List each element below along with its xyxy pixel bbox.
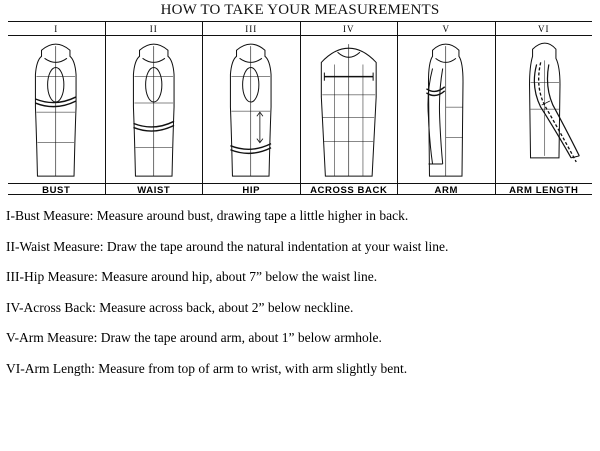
instruction-arm-length: VI-Arm Length: Measure from top of arm to wrist, with arm slightly bent. [6, 360, 408, 376]
torso-front-hip-tape-figure [203, 36, 300, 183]
torso-front-bust-tape-figure [8, 36, 105, 183]
torso-side-arm-length-figure [496, 36, 593, 183]
panel-numeral: III [203, 22, 300, 36]
measurement-panel-hip [203, 22, 301, 194]
panel-label-hip: HIP [203, 183, 300, 194]
instruction-hip: III-Hip Measure: Measure around hip, about 7” below the waist line. [6, 269, 378, 284]
panel-label-across-back: ACROSS BACK [301, 183, 398, 194]
panel-numeral: II [106, 22, 203, 36]
measurement-panel-across-back [301, 22, 399, 194]
measurement-panel-arm-length [496, 22, 593, 194]
torso-arm-tape-figure [398, 36, 495, 183]
panel-label-arm-length: ARM LENGTH [496, 183, 593, 194]
panel-label-bust: BUST [8, 183, 105, 194]
measurement-panel-bust [8, 22, 106, 194]
panel-numeral: IV [301, 22, 398, 36]
page-title: HOW TO TAKE YOUR MEASUREMENTS [160, 2, 440, 18]
panel-label-waist: WAIST [106, 183, 203, 194]
instruction-bust: I-Bust Measure: Measure around bust, drawing tape a little higher in back. [6, 208, 409, 223]
instruction-list [0, 195, 600, 375]
panel-numeral: VI [496, 22, 593, 36]
panel-numeral: V [398, 22, 495, 36]
panel-numeral: I [8, 22, 105, 36]
instruction-arm: V-Arm Measure: Draw the tape around arm, about 1” below armhole. [6, 330, 382, 345]
instruction-across-back: IV-Across Back: Measure across back, about 2” below neckline. [6, 299, 354, 315]
measurement-panel-waist [106, 22, 204, 194]
torso-back-across-back-figure [301, 36, 398, 183]
measurement-diagram-strip [8, 21, 592, 195]
measurement-panel-arm [398, 22, 496, 194]
panel-label-arm: ARM [398, 183, 495, 194]
instruction-waist: II-Waist Measure: Draw the tape around the natural indentation at your waist line. [6, 238, 449, 254]
torso-front-waist-tape-figure [106, 36, 203, 183]
